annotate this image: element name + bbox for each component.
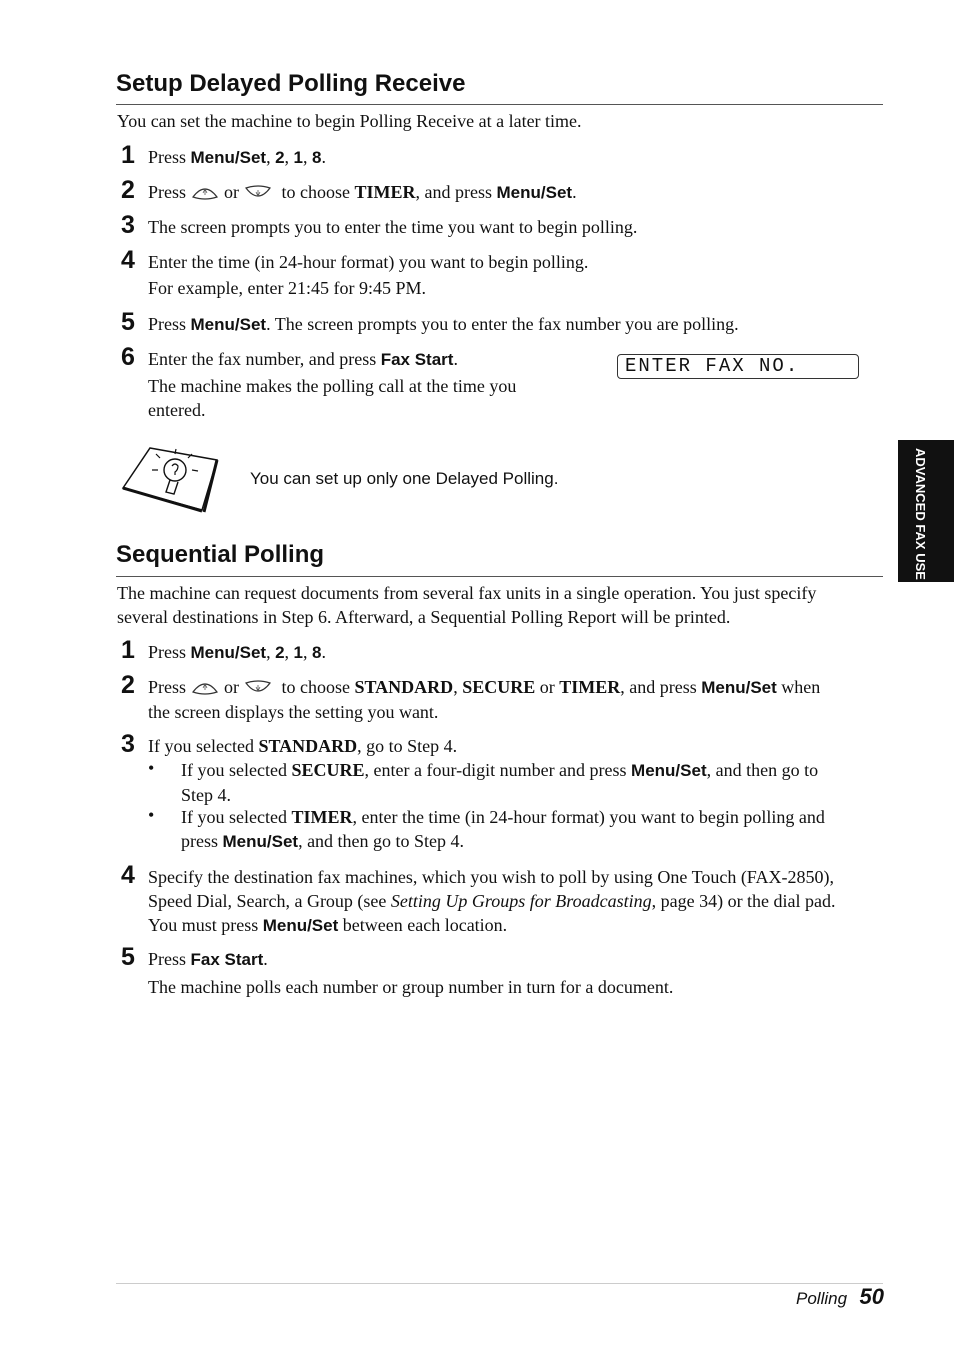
step-number: 1 [121, 141, 135, 169]
footer-label: Polling [796, 1289, 848, 1308]
step-text: If you selected STANDARD, go to Step 4. [148, 736, 458, 756]
step-text: Specify the destination fax machines, which you wish to poll by using One Touch (FAX-2850), Speed Dial, Search, a Group (see Setting Up Groups for Broadcasting, page 34) or the dial pad. You must press Menu/Set between each location. [148, 867, 836, 935]
title-rule [116, 104, 883, 105]
bullet-text: If you selected SECURE, enter a four-digit number and press Menu/Set, and then go to Step 4. [181, 760, 819, 805]
step-text: Press or to choose TIMER, and press Menu/Set. [148, 182, 577, 202]
intro-text: The machine can request documents from several fax units in a single operation. You just specify several destinations in Step 6. Afterward, a Sequential Polling Report will be printed. [117, 583, 817, 627]
step-text: Press Menu/Set. The screen prompts you to enter the fax number you are polling. [148, 314, 739, 334]
step-text: Enter the fax number, and press Fax Start. The machine makes the polling call at the time you entered. [148, 349, 517, 420]
step-text: Enter the time (in 24-hour format) you want to begin polling. For example, enter 21:45 for 9:45 PM. [148, 252, 589, 298]
step-text: The screen prompts you to enter the time you want to begin polling. [148, 217, 638, 237]
footer-rule [116, 1283, 883, 1284]
section-title-sequential-polling: Sequential Polling [116, 541, 325, 568]
lcd-display: ENTER FAX NO. [617, 354, 859, 379]
step-text: Press Menu/Set, 2, 1, 8. [148, 642, 326, 662]
step-number: 3 [121, 730, 135, 758]
up-arrow-key-icon [190, 679, 220, 696]
step-number: 5 [121, 943, 135, 971]
note-text: You can set up only one Delayed Polling. [250, 469, 559, 488]
title-rule [116, 576, 883, 577]
lightbulb-note-icon [120, 444, 220, 514]
down-arrow-key-icon [243, 679, 273, 696]
bullet: • [148, 758, 155, 778]
step-text: Press Menu/Set, 2, 1, 8. [148, 147, 326, 167]
up-arrow-key-icon [190, 184, 220, 201]
step-number: 2 [121, 176, 135, 204]
step-number: 5 [121, 308, 135, 336]
intro-text: You can set the machine to begin Polling Receive at a later time. [117, 111, 582, 131]
step-number: 2 [121, 671, 135, 699]
side-chapter-tab [898, 440, 954, 582]
step-number: 6 [121, 343, 135, 371]
down-arrow-key-icon [243, 184, 273, 201]
page-number: 50 [859, 1284, 884, 1309]
side-tab-label: ADVANCED FAX USE [913, 448, 928, 580]
step-number: 1 [121, 636, 135, 664]
section-title-delayed-polling: Setup Delayed Polling Receive [116, 70, 466, 97]
page-footer [796, 1284, 884, 1310]
bullet: • [148, 805, 155, 825]
step-number: 4 [121, 246, 135, 274]
step-number: 3 [121, 211, 135, 239]
step-text: Press Fax Start. The machine polls each number or group number in turn for a document. [148, 949, 674, 997]
step-text: Press or to choose STANDARD, SECURE or TIMER, and press Menu/Set when the screen displays the setting you want. [148, 677, 821, 722]
step-number: 4 [121, 861, 135, 889]
bullet-text: If you selected TIMER, enter the time (in 24-hour format) you want to begin polling and press Menu/Set, and then go to Step 4. [181, 807, 825, 851]
